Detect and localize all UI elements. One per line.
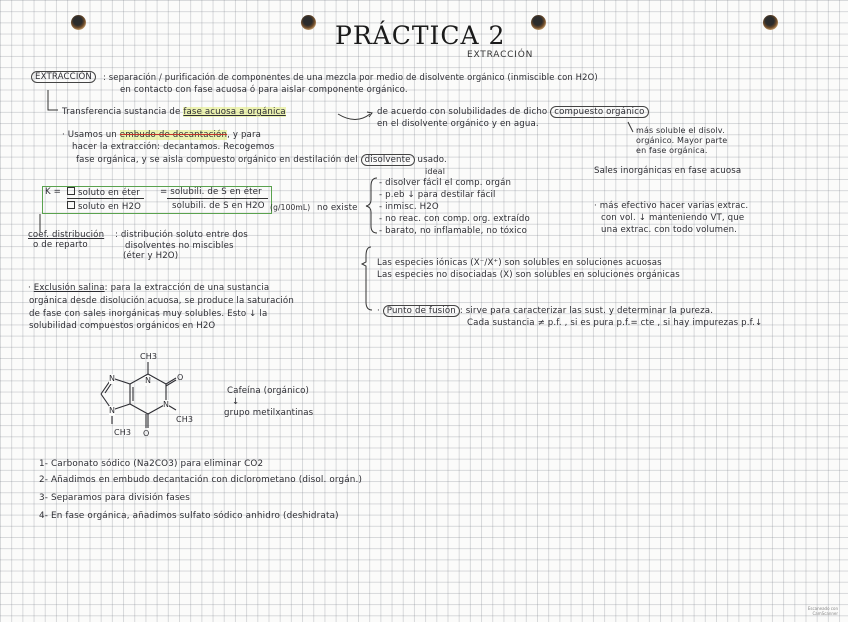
salts-bullet-3: una extrac. con todo volumen. — [601, 225, 738, 235]
ch3-top: CH3 — [140, 352, 158, 361]
melting-desc: : sirve para caracterizar las sust. y determinar la pureza. — [459, 306, 714, 316]
ideal-item: - no reac. con comp. org. extraído — [379, 214, 530, 224]
formula-denominator: soluto en H2O — [78, 202, 142, 212]
salts-title: Sales inorgánicas en fase acuosa — [594, 166, 742, 176]
ch3-right: CH3 — [176, 415, 194, 424]
transfer-result-2: en el disolvente orgánico y en agua. — [377, 119, 539, 129]
atom-n: N — [145, 376, 152, 385]
formula-numerator: soluto en éter — [78, 188, 140, 198]
page-title: PRÁCTICA 2 — [335, 21, 506, 50]
coef-label-2: o de reparto — [33, 240, 88, 250]
salting-desc: : para la extracción de una sustancia — [104, 283, 270, 293]
transfer-result-boxed: compuesto orgánico — [550, 106, 648, 118]
funnel-line-2: hacer la extracción: decantamos. Recogemos — [72, 142, 275, 152]
step-item: 2- Añadimos en embudo decantación con diclorometano (disol. orgán.) — [39, 475, 363, 485]
formula-k: K = — [45, 187, 62, 197]
molecule-group: grupo metilxantinas — [224, 408, 314, 418]
transfer-side-2: orgánico. Mayor parte — [636, 136, 728, 145]
ch3-left: CH3 — [114, 428, 132, 437]
step-item: 4- En fase orgánica, añadimos sulfato sódico anhidro (deshidrata) — [39, 511, 339, 521]
salting-line-3: de fase con sales inorgánicas muy solubles. Esto ↓ la — [29, 309, 268, 319]
transfer-side-3: en fase orgánica. — [636, 146, 708, 155]
page-subtitle: EXTRACCIÓN — [467, 50, 534, 60]
ideal-item: - inmisc. H2O — [379, 202, 439, 212]
funnel-text-c: , y para — [227, 130, 262, 140]
funnel-line-1: · Usamos un embudo de decantación, y para — [62, 130, 262, 140]
salts-bullet-2: con vol. ↓ manteniendo VT, que — [601, 213, 745, 223]
intro-label: EXTRACCIÓN — [31, 71, 96, 83]
funnel-highlight: embudo de decantación — [119, 130, 228, 140]
funnel-text-3a: fase orgánica, y se aisla compuesto orgánico en destilación del — [76, 155, 358, 165]
melting-label: Punto de fusión — [383, 305, 460, 317]
watermark-line-1: Escaneado con — [807, 606, 838, 611]
formula-units: (g/100mL) — [270, 203, 311, 212]
funnel-text-3c: usado. — [417, 155, 447, 165]
ideal-item: - disolver fácil el comp. orgán — [379, 178, 512, 188]
watermark-line-2: CamScanner — [812, 611, 838, 616]
molecule-name: Cafeína (orgánico) — [227, 386, 309, 396]
intro-line-1: : separación / purificación de componentes de una mezcla por medio de disolvente orgánico (inmiscible con H2O) — [103, 72, 598, 82]
coef-desc-2: disolventes no miscibles — [125, 241, 234, 251]
ideal-heading: ideal — [425, 167, 446, 176]
molecule-arrow: ↓ — [232, 397, 240, 407]
ideal-item: - p.eb ↓ para destilar fácil — [379, 190, 496, 200]
funnel-text-a: Usamos un — [67, 130, 117, 140]
melting-line-2: Cada sustancia ≠ p.f. , si es pura p.f.= cte , si hay impurezas p.f.↓ — [467, 318, 763, 328]
atom-o: O — [143, 429, 150, 438]
species-line-1: Las especies iónicas (X⁻/X⁺) son solubles en soluciones acuosas — [377, 258, 662, 268]
ideal-item: - barato, no inflamable, no tóxico — [379, 226, 527, 236]
atom-n: N — [163, 400, 170, 409]
salting-line-4: solubilidad compuestos orgánicos en H2O — [29, 321, 216, 331]
melting-line-1: · Punto de fusión : sirve para caracterizar las sust. y determinar la pureza. — [377, 306, 714, 316]
funnel-solvent-boxed: disolvente — [361, 154, 415, 166]
transfer-side-1: más soluble el disolv. — [636, 126, 725, 135]
transfer-phrase: fase acuosa a orgánica — [183, 107, 286, 117]
scanner-watermark — [808, 606, 838, 616]
formula-row-2-right: solubili. de S en H2O — [172, 201, 265, 211]
salts-bullet-1: · más efectivo hacer varias extrac. — [594, 201, 749, 211]
step-item: 1- Carbonato sódico (Na2CO3) para eliminar CO2 — [39, 459, 264, 469]
formula-no-existe: no existe — [317, 203, 358, 213]
salting-line-1: · Exclusión salina: para la extracción de una sustancia — [28, 283, 270, 293]
salting-line-2: orgánica desde disolución acuosa, se produce la saturación — [29, 296, 294, 306]
atom-n: N — [109, 374, 116, 383]
coef-desc-3: (éter y H2O) — [123, 251, 179, 261]
coef-label-1: coef. distribución — [28, 230, 105, 240]
step-item: 3- Separamos para división fases — [39, 493, 190, 503]
transfer-label: Transferencia sustancia de — [62, 107, 181, 117]
species-line-2: Las especies no disociadas (X) son solubles en soluciones orgánicas — [377, 270, 680, 280]
transfer-result-text: de acuerdo con solubilidades de dicho — [377, 107, 548, 117]
intro-line-2: en contacto con fase acuosa ó para aislar componente orgánico. — [120, 85, 408, 95]
coef-desc-1: : distribución soluto entre dos — [115, 230, 248, 240]
salting-label: Exclusión salina — [33, 283, 105, 293]
atom-n: N — [109, 406, 116, 415]
atom-o: O — [177, 373, 184, 382]
formula-row-1-right: = solubili. de S en éter — [160, 187, 262, 197]
